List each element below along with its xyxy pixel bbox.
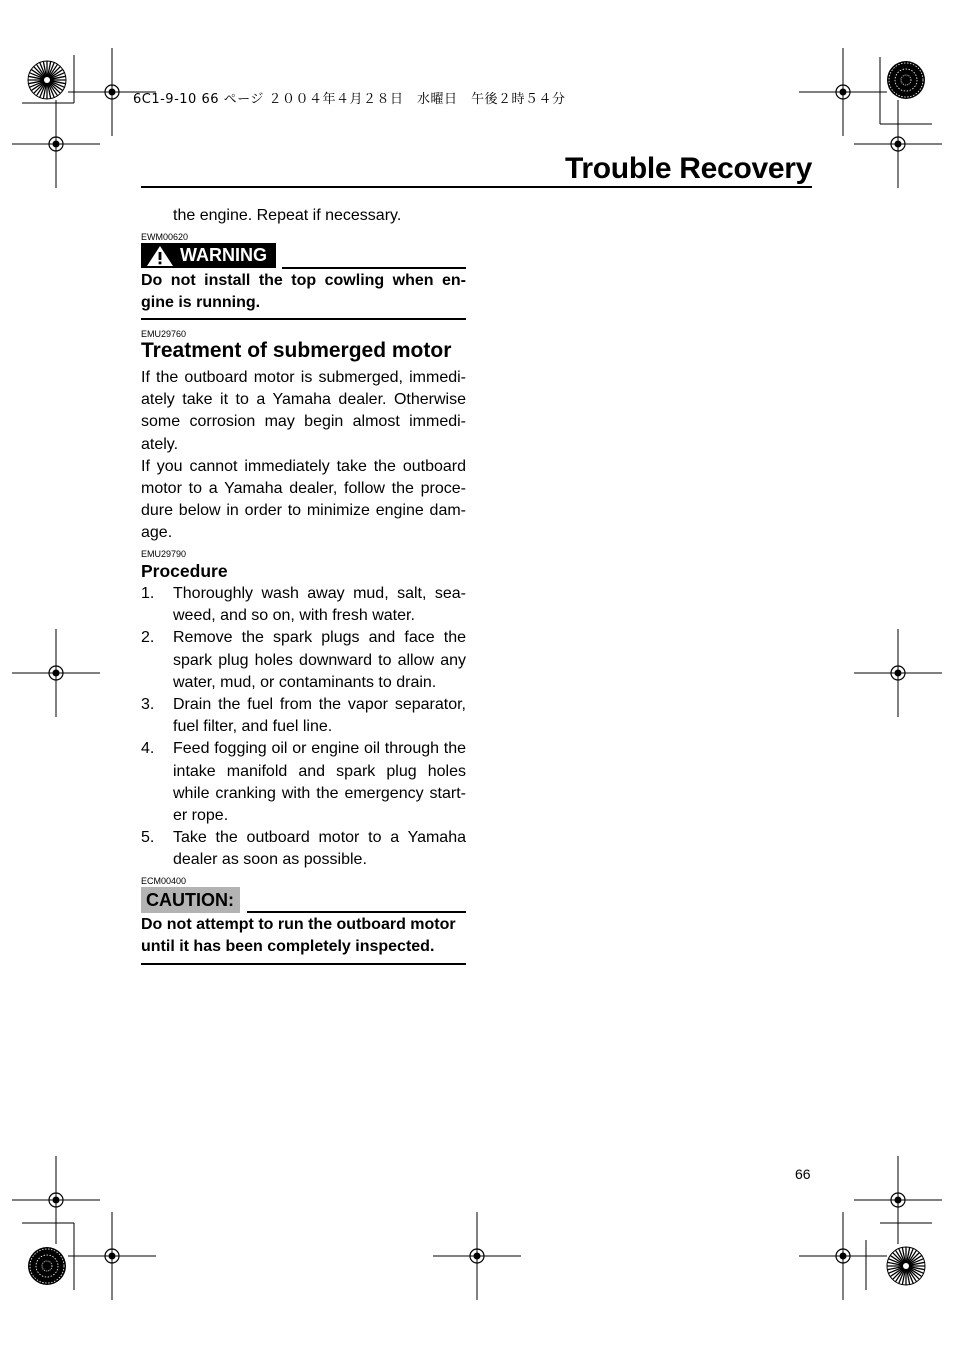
warning-label-text: WARNING [180,245,267,265]
procedure-title: Procedure [141,561,228,581]
procedure-code: EMU29790 [141,549,187,559]
section-paragraph: If you cannot immediately take the outboard motor to a Yamaha dealer, follow the proce-dure below in order to minimize engine dam-age. [141,457,466,542]
page-number: 66 [795,1166,811,1182]
step-text: Thoroughly wash away mud, salt, sea-weed, and so on, with fresh water. [173,585,466,625]
caution-text: Do not attempt to run the outboard motor until it has been completely inspected. [141,916,456,956]
procedure-step [141,827,466,871]
step-text: Take the outboard motor to a Yamaha dealer as soon as possible. [173,829,466,869]
step-number: 1. [141,585,155,602]
warning-text: Do not install the top cowling when en-gine is running. [141,272,466,312]
step-number: 2. [141,629,155,647]
procedure-step [141,627,466,694]
warning-label [141,243,276,268]
section-body [141,367,466,545]
continued-text: the engine. Repeat if necessary. [173,207,402,224]
warning-code: EWM00620 [141,232,189,242]
procedure-step [141,583,466,627]
print-header: 6C1-9-10 66 ページ ２００４年４月２８日 水曜日 午後２時５４分 [133,92,566,107]
section-code: EMU29760 [141,329,187,339]
warning-rule-top [282,267,466,269]
step-number: 5. [141,829,155,847]
step-text: Feed fogging oil or engine oil through the intake manifold and spark plug holes while cranking with the emergency start-er rope. [173,740,466,825]
section-title: Treatment of submerged motor [141,339,452,362]
step-number: 3. [141,696,155,714]
section-paragraph: If the outboard motor is submerged, immedi-ately take it to a Yamaha dealer. Otherwise some corrosion may begin almost immedi-ately. [141,369,466,453]
warning-rule-bottom [141,318,466,320]
procedure-step [141,738,466,827]
step-number: 4. [141,740,155,758]
caution-code: ECM00400 [141,876,187,886]
warning-triangle-icon [146,245,174,267]
caution-rule-bottom [141,963,466,965]
page-title: Trouble Recovery [565,152,812,185]
procedure-step [141,694,466,738]
caution-label: CAUTION: [141,887,240,913]
procedure-steps [141,583,466,872]
step-text: Drain the fuel from the vapor separator, fuel filter, and fuel line. [173,696,466,736]
title-rule [141,186,812,188]
step-text: Remove the spark plugs and face the spark plug holes downward to allow any water, mud, or contaminants to drain. [173,629,466,691]
caution-rule-top [247,911,466,913]
